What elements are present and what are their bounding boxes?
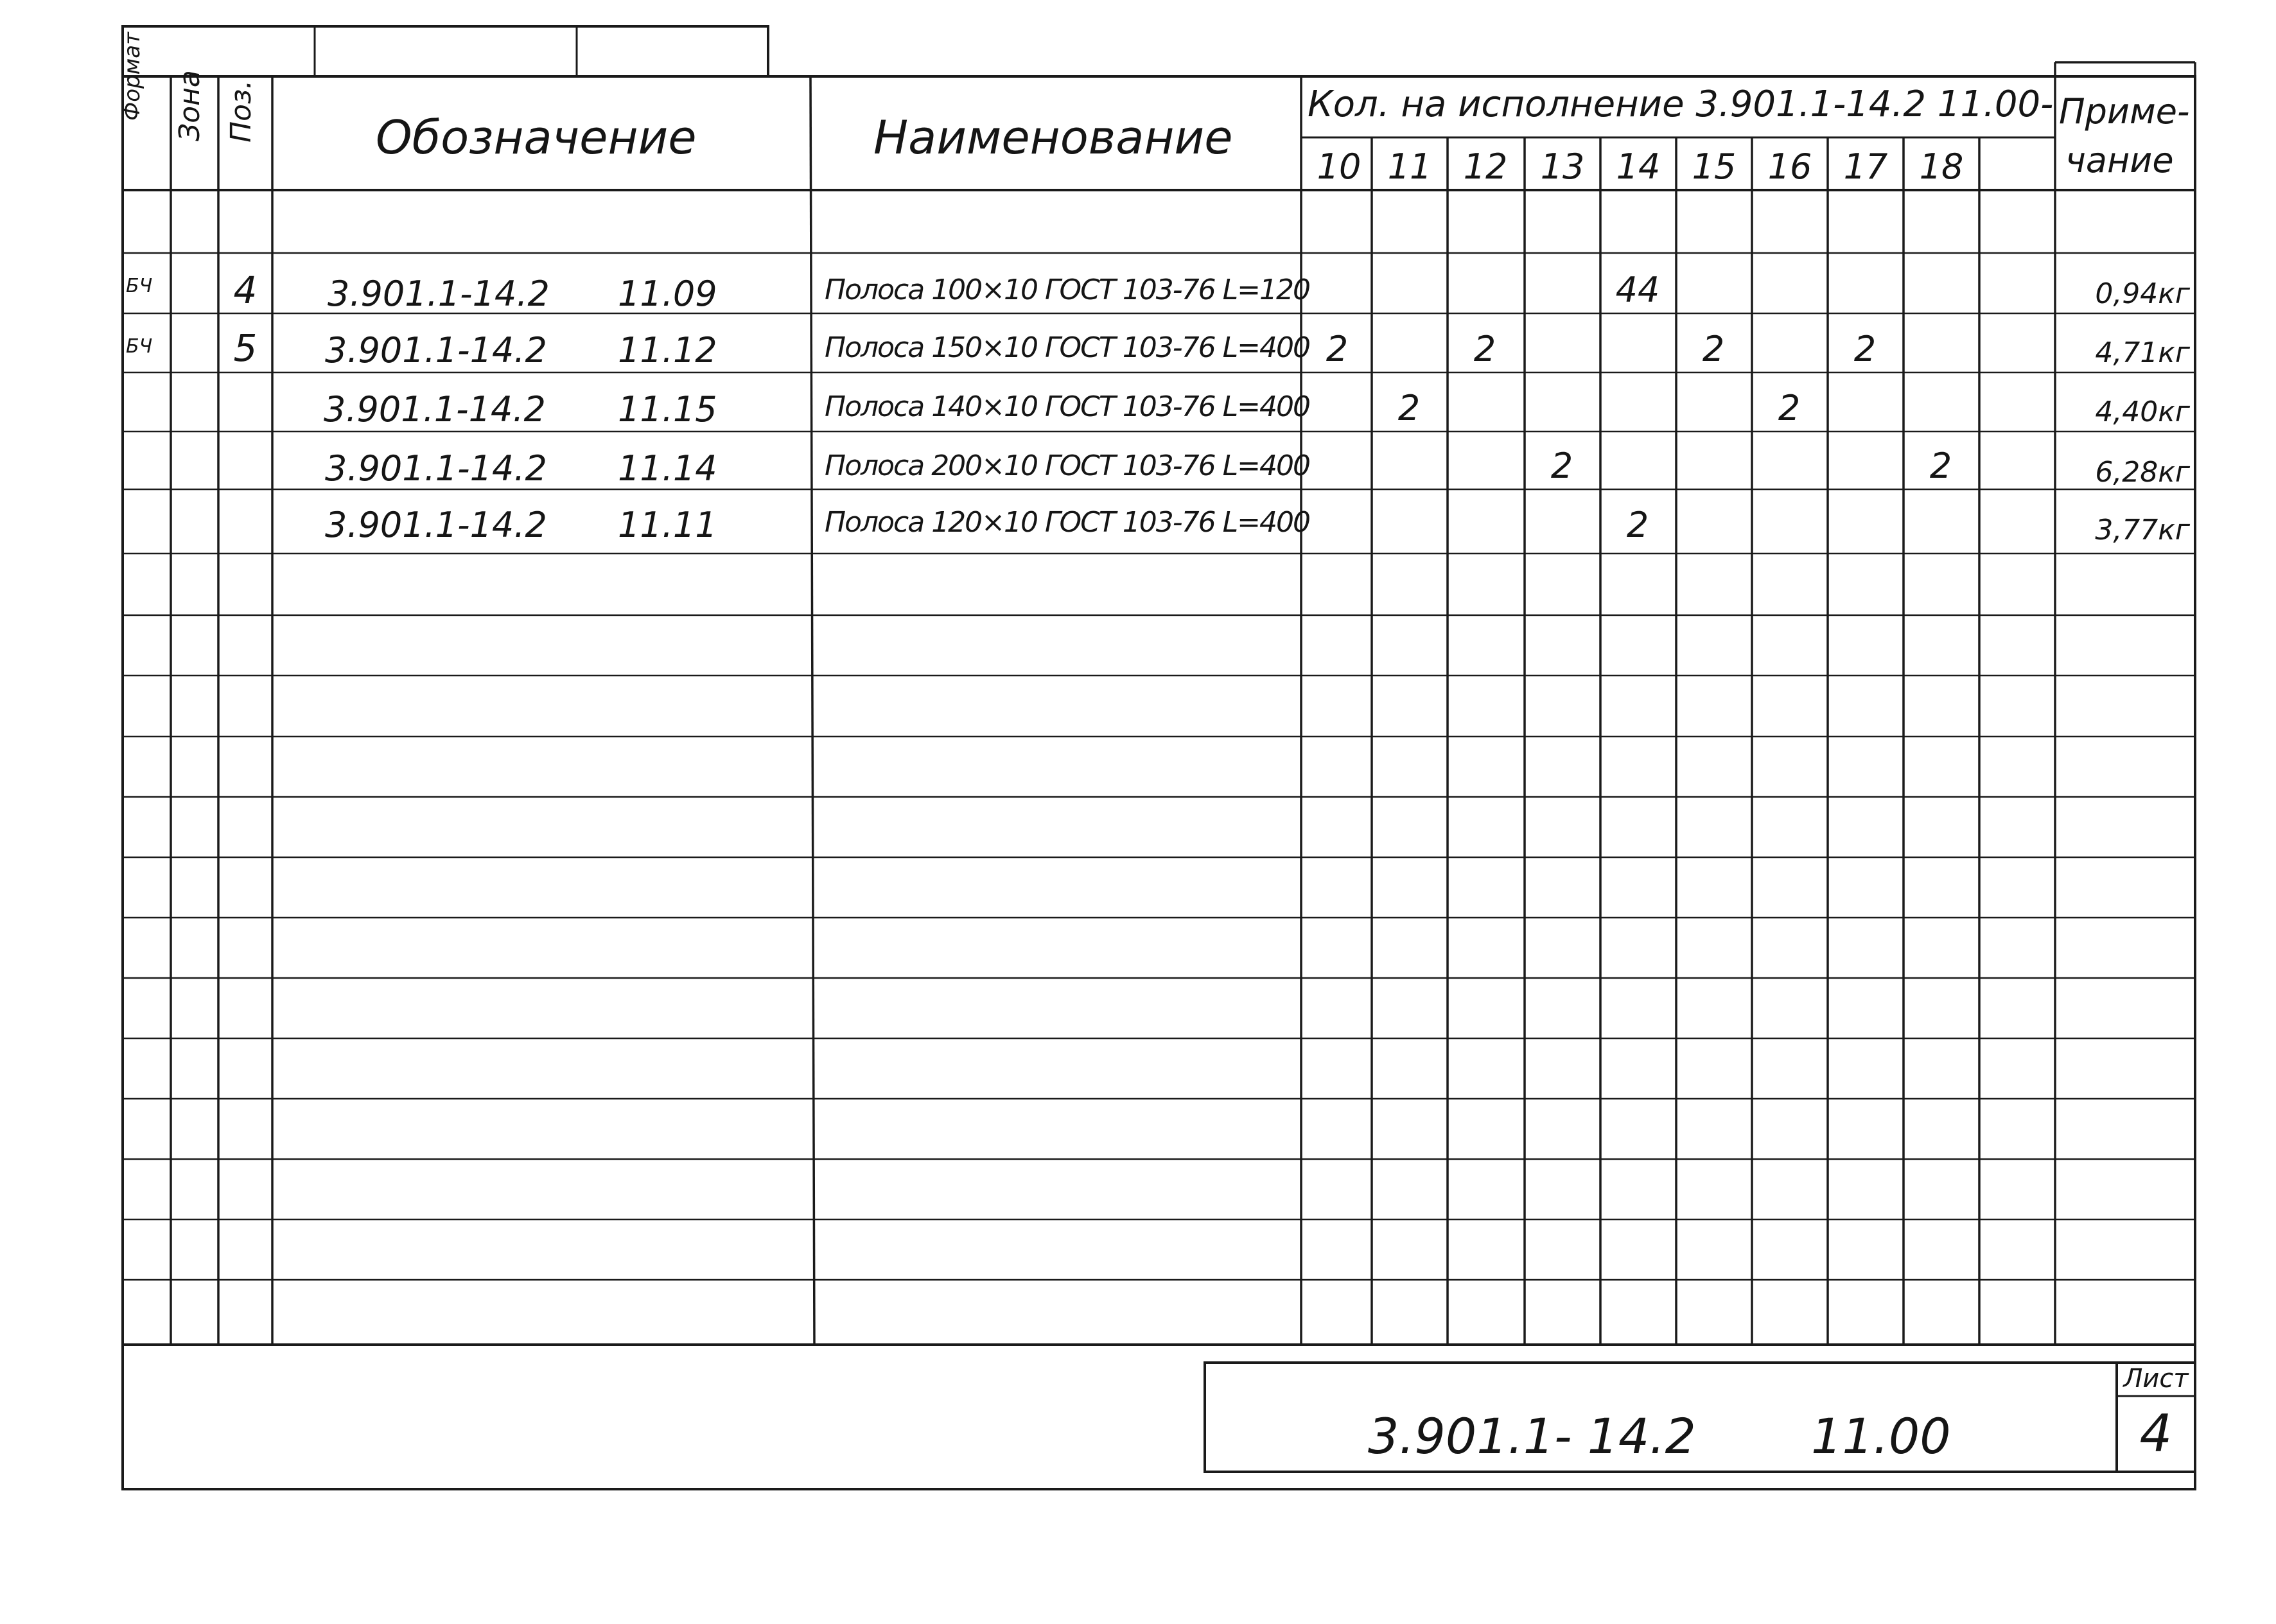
row-pos: 5 bbox=[233, 326, 258, 370]
row-qty: 44 bbox=[1615, 270, 1660, 310]
row-code: 3.901.1-14.2 bbox=[325, 505, 547, 545]
row-name: Полоса 120×10 ГОСТ 103-76 L=400 bbox=[825, 506, 1309, 539]
row-qty: 2 bbox=[1550, 446, 1573, 486]
row-qty: 2 bbox=[1853, 329, 1877, 369]
variant-header: 10 bbox=[1317, 146, 1361, 187]
row-suffix: 11.14 bbox=[618, 448, 717, 489]
variant-header: 13 bbox=[1540, 146, 1585, 187]
row-qty: 2 bbox=[1397, 388, 1421, 428]
doc-code: 3.901.1- 14.2 bbox=[1368, 1408, 1696, 1465]
row-suffix: 11.09 bbox=[618, 274, 717, 314]
row-qty: 2 bbox=[1473, 329, 1496, 369]
row-name: Полоса 140×10 ГОСТ 103-76 L=400 bbox=[825, 390, 1309, 423]
row-qty: 2 bbox=[1626, 505, 1649, 545]
row-qty: 2 bbox=[1778, 388, 1801, 428]
variant-header: 11 bbox=[1387, 146, 1432, 187]
doc-suffix: 11.00 bbox=[1811, 1408, 1951, 1465]
row-suffix: 11.11 bbox=[618, 505, 717, 545]
row-format: БЧ bbox=[126, 275, 153, 297]
variant-header: 12 bbox=[1463, 146, 1508, 187]
row-note: 3,77кг bbox=[2095, 514, 2190, 546]
row-suffix: 11.15 bbox=[618, 389, 717, 430]
zone-header: Зона bbox=[173, 70, 206, 141]
row-note: 4,71кг bbox=[2095, 336, 2190, 369]
row-format: БЧ bbox=[126, 335, 153, 358]
row-code: 3.901.1-14.2 bbox=[328, 274, 550, 314]
row-qty: 2 bbox=[1326, 329, 1349, 369]
variant-header: 16 bbox=[1767, 146, 1812, 187]
row-code: 3.901.1-14.2 bbox=[324, 389, 546, 430]
name-header: Наименование bbox=[873, 110, 1233, 164]
row-note: 0,94кг bbox=[2095, 277, 2190, 310]
note-header-line2: чание bbox=[2065, 140, 2174, 180]
format-header: Формат bbox=[119, 32, 145, 121]
variant-header: 18 bbox=[1919, 146, 1964, 187]
row-code: 3.901.1-14.2 bbox=[325, 448, 547, 489]
row-qty: 2 bbox=[1702, 329, 1725, 369]
row-name: Полоса 150×10 ГОСТ 103-76 L=400 bbox=[825, 331, 1309, 364]
row-note: 6,28кг bbox=[2095, 456, 2190, 489]
row-suffix: 11.12 bbox=[618, 330, 717, 371]
row-note: 4,40кг bbox=[2095, 396, 2190, 428]
row-pos: 4 bbox=[233, 268, 258, 312]
row-qty: 2 bbox=[1929, 446, 1952, 486]
row-name: Полоса 200×10 ГОСТ 103-76 L=400 bbox=[825, 450, 1309, 482]
pos-header: Поз. bbox=[225, 80, 258, 143]
sheet-label: Лист bbox=[2123, 1364, 2189, 1393]
variant-header: 14 bbox=[1616, 146, 1661, 187]
row-code: 3.901.1-14.2 bbox=[325, 330, 547, 371]
row-name: Полоса 100×10 ГОСТ 103-76 L=120 bbox=[825, 274, 1309, 306]
note-header-line1: Приме- bbox=[2059, 91, 2190, 132]
designation-header: Обозначение bbox=[376, 110, 697, 164]
variant-header: 15 bbox=[1692, 146, 1737, 187]
variant-header: 17 bbox=[1843, 146, 1888, 187]
sheet-number: 4 bbox=[2139, 1404, 2173, 1463]
qty-header-title: Кол. на исполнение 3.901.1-14.2 11.00- bbox=[1308, 83, 2054, 125]
